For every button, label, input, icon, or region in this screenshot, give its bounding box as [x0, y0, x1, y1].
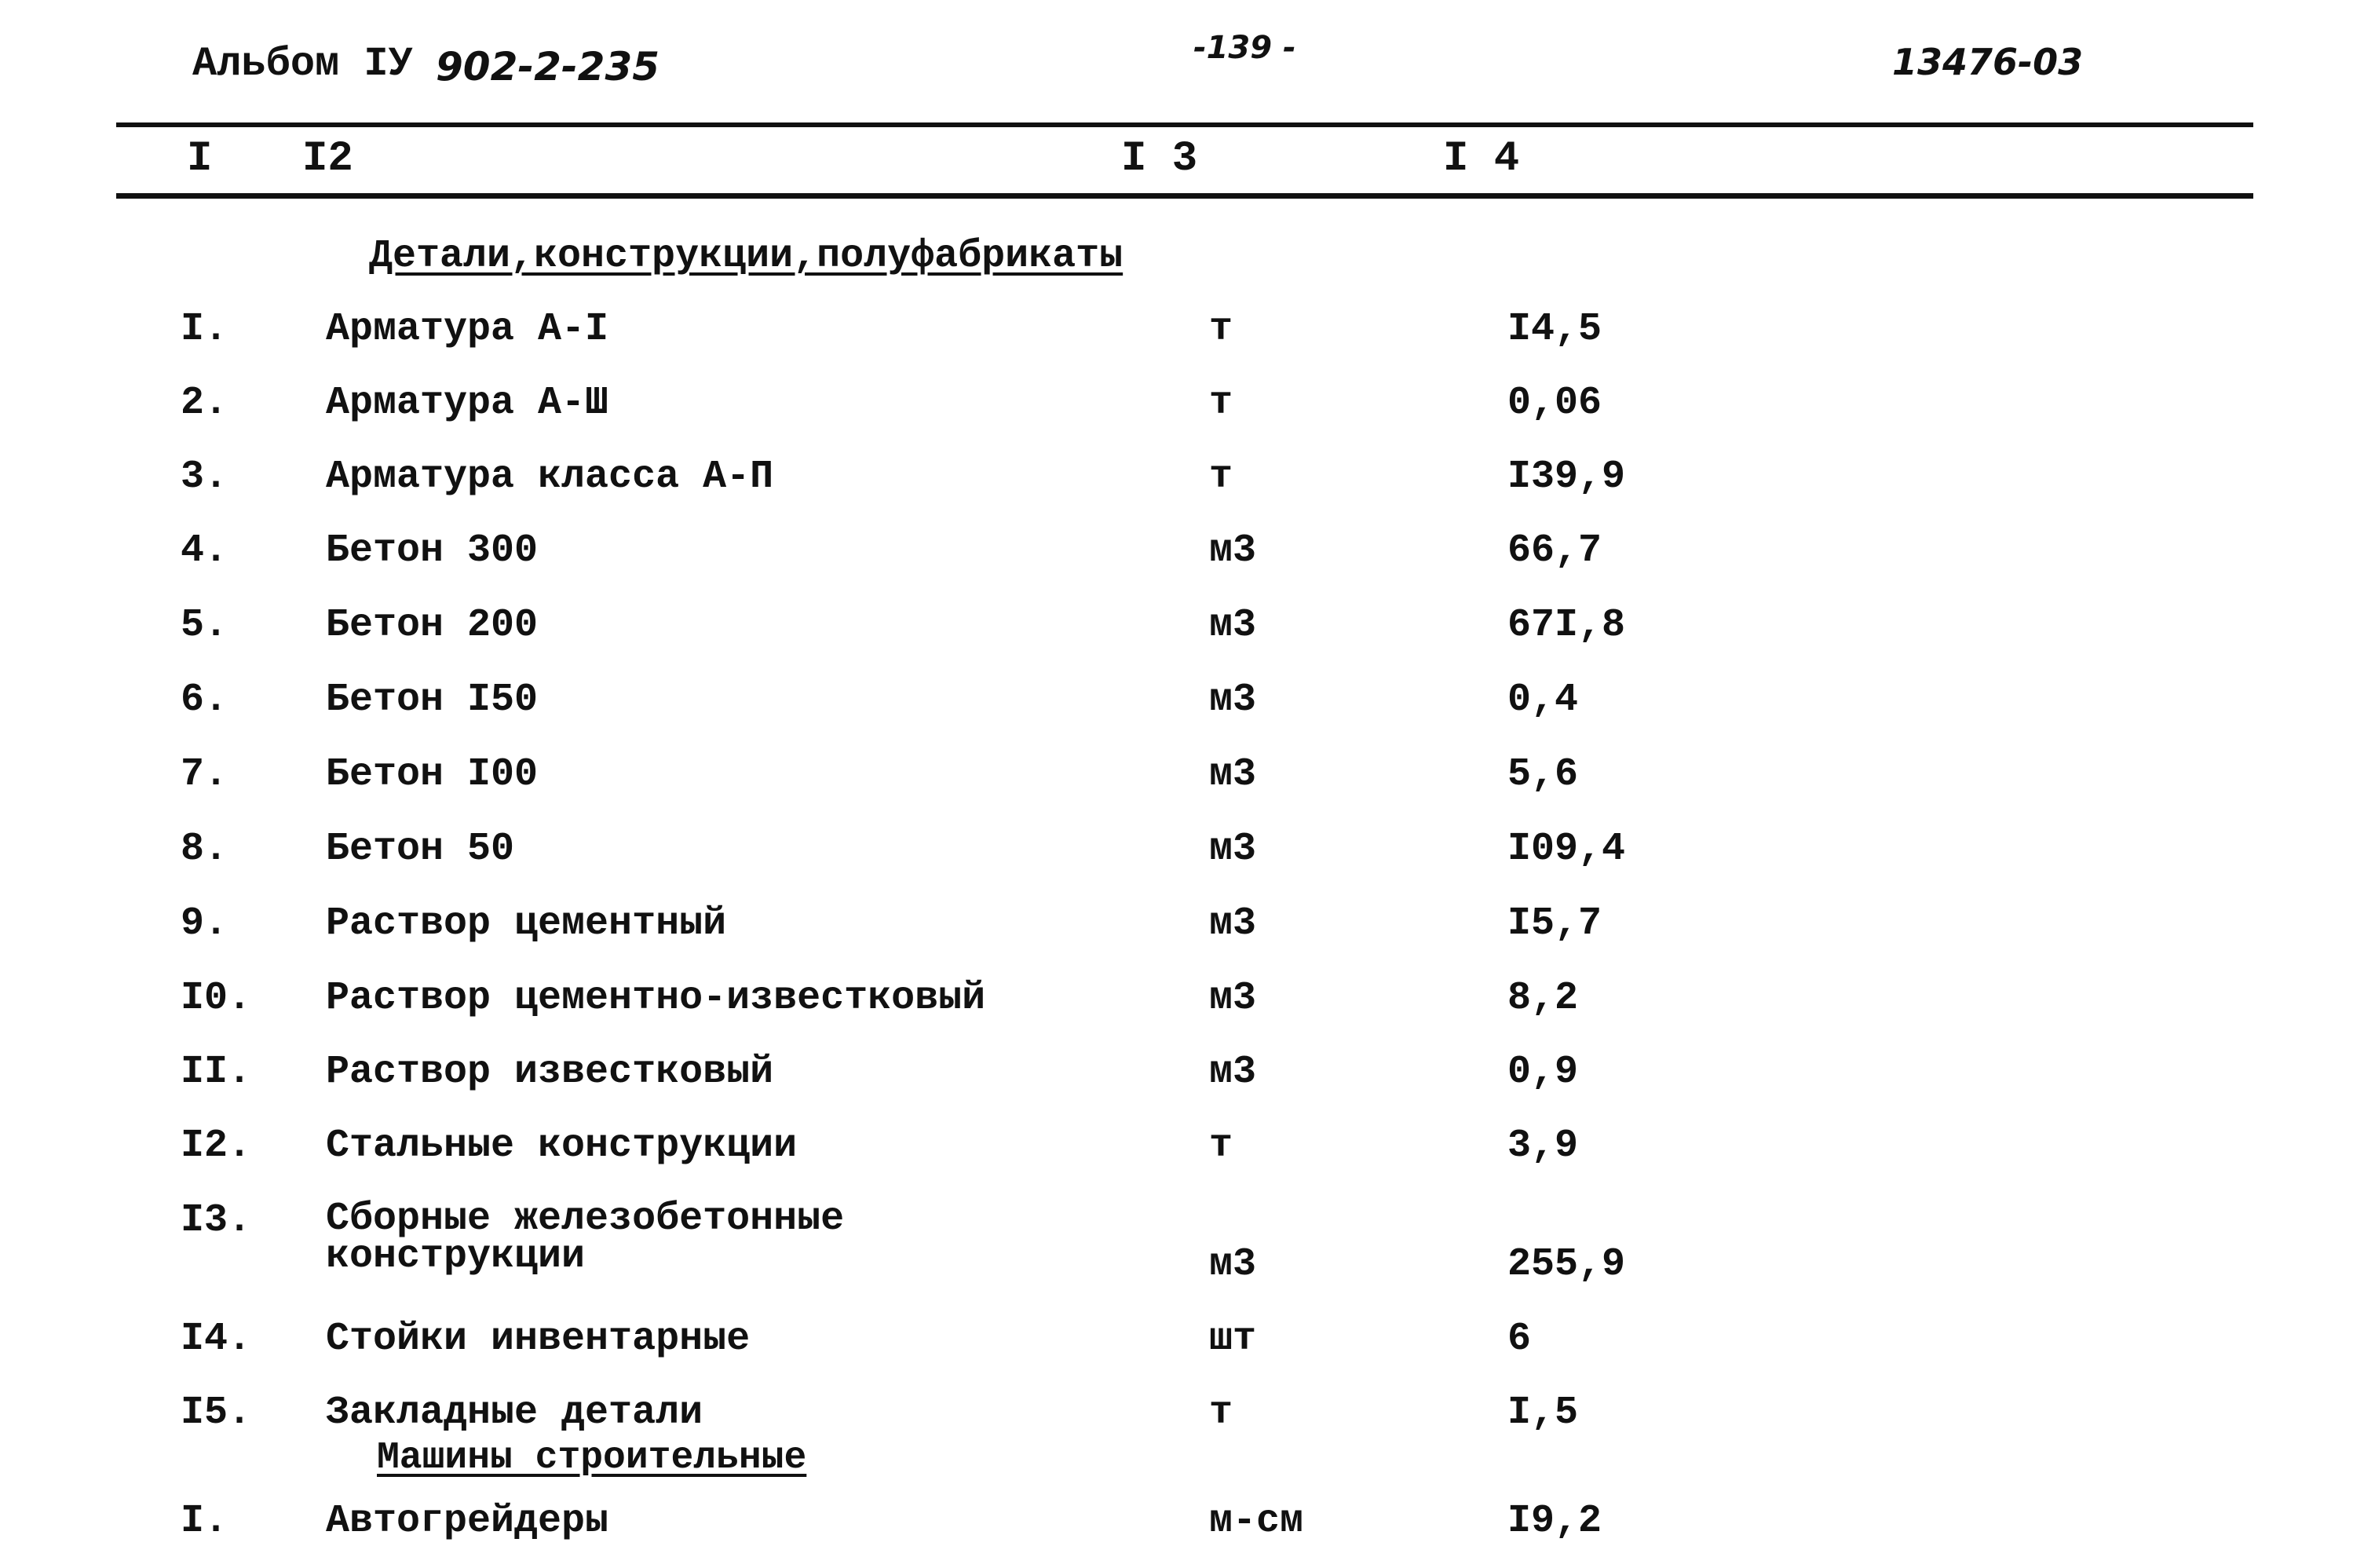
row-name: Раствор цементно-известковый [326, 976, 986, 1021]
row-name: Арматура А-Ш [326, 381, 609, 426]
column-header-1: I [187, 135, 213, 183]
row-name: Бетон 50 [326, 827, 515, 872]
table-row [0, 454, 2364, 501]
row-number: 9. [181, 901, 228, 946]
row-value: I4,5 [1507, 307, 1602, 352]
row-number: I0. [181, 976, 252, 1021]
row-value: 5,6 [1507, 752, 1579, 797]
row-name: Арматура А-I [326, 307, 609, 352]
row-value: I,5 [1507, 1391, 1579, 1435]
row-unit: м3 [1209, 827, 1257, 872]
row-name-line-1: Сборные железобетонные [326, 1197, 845, 1241]
column-header-4: I 4 [1443, 135, 1520, 183]
row-name: Арматура класса А-П [326, 455, 774, 499]
row-number: 5. [181, 603, 228, 648]
row-value: I09,4 [1507, 827, 1626, 872]
project-code: 902-2-235 [436, 44, 660, 90]
row-name: Автогрейдеры [326, 1499, 609, 1544]
row-value: 0,9 [1507, 1050, 1579, 1095]
table-row [0, 1197, 2364, 1299]
page-number: -139 - [1193, 30, 1296, 66]
table-row [0, 1316, 2364, 1363]
column-header-3: I 3 [1121, 135, 1198, 183]
table-row [0, 1049, 2364, 1096]
section-title: Машины строительные [377, 1437, 807, 1479]
table-row [0, 751, 2364, 799]
row-number: 7. [181, 752, 228, 797]
row-number: II. [181, 1050, 252, 1095]
column-header-2: I2 [302, 135, 353, 183]
table-row [0, 306, 2364, 353]
top-rule [116, 122, 2253, 127]
row-number: I4. [181, 1317, 252, 1361]
row-unit: м3 [1209, 901, 1257, 946]
row-value: 3,9 [1507, 1124, 1579, 1168]
row-name-line-2: конструкции [326, 1234, 586, 1279]
row-name: Раствор известковый [326, 1050, 774, 1095]
table-row [0, 528, 2364, 575]
row-name: Стальные конструкции [326, 1124, 798, 1168]
row-name: Бетон I50 [326, 678, 539, 722]
row-value: 0,4 [1507, 678, 1579, 722]
row-value: I5,7 [1507, 901, 1602, 946]
row-value: 6 [1507, 1317, 1532, 1361]
row-number: I. [181, 1499, 228, 1544]
document-number: 13476-03 [1892, 41, 2084, 83]
row-value: 255,9 [1507, 1242, 1626, 1287]
row-number: I2. [181, 1124, 252, 1168]
row-number: I3. [181, 1198, 252, 1243]
table-row [0, 901, 2364, 948]
row-number: 8. [181, 827, 228, 872]
row-unit: т [1209, 307, 1233, 352]
row-number: I. [181, 307, 228, 352]
row-unit: м3 [1209, 603, 1257, 648]
row-name: Бетон I00 [326, 752, 539, 797]
row-unit: м3 [1209, 752, 1257, 797]
row-unit: шт [1209, 1317, 1257, 1361]
row-value: 0,06 [1507, 381, 1602, 426]
row-value: I39,9 [1507, 455, 1626, 499]
row-unit: м3 [1209, 976, 1257, 1021]
row-name: Стойки инвентарные [326, 1317, 751, 1361]
header-bottom-rule [116, 193, 2253, 199]
row-unit: т [1209, 1391, 1233, 1435]
row-unit: м3 [1209, 1242, 1257, 1287]
row-unit: м3 [1209, 528, 1257, 573]
row-value: I9,2 [1507, 1499, 1602, 1544]
row-number: I5. [181, 1391, 252, 1435]
section-title: Детали,конструкции,полуфабрикаты [369, 234, 1124, 279]
table-row [0, 677, 2364, 724]
row-value: 67I,8 [1507, 603, 1626, 648]
table-row [0, 975, 2364, 1022]
row-unit: т [1209, 381, 1233, 426]
row-value: 8,2 [1507, 976, 1579, 1021]
row-number: 2. [181, 381, 228, 426]
row-name: Закладные детали [326, 1391, 703, 1435]
row-name: Раствор цементный [326, 901, 727, 946]
row-name: Бетон 300 [326, 528, 539, 573]
row-unit: м3 [1209, 678, 1257, 722]
table-row [0, 602, 2364, 649]
table-row [0, 826, 2364, 873]
row-number: 4. [181, 528, 228, 573]
row-unit: м3 [1209, 1050, 1257, 1095]
row-name: Бетон 200 [326, 603, 539, 648]
row-number: 3. [181, 455, 228, 499]
row-unit: т [1209, 1124, 1233, 1168]
table-row [0, 380, 2364, 427]
row-unit: м-см [1209, 1499, 1304, 1544]
table-row [0, 1390, 2364, 1437]
table-row [0, 1498, 2364, 1545]
album-label: Альбом IУ [192, 41, 413, 87]
table-row [0, 1123, 2364, 1170]
row-value: 66,7 [1507, 528, 1602, 573]
row-unit: т [1209, 455, 1233, 499]
row-number: 6. [181, 678, 228, 722]
